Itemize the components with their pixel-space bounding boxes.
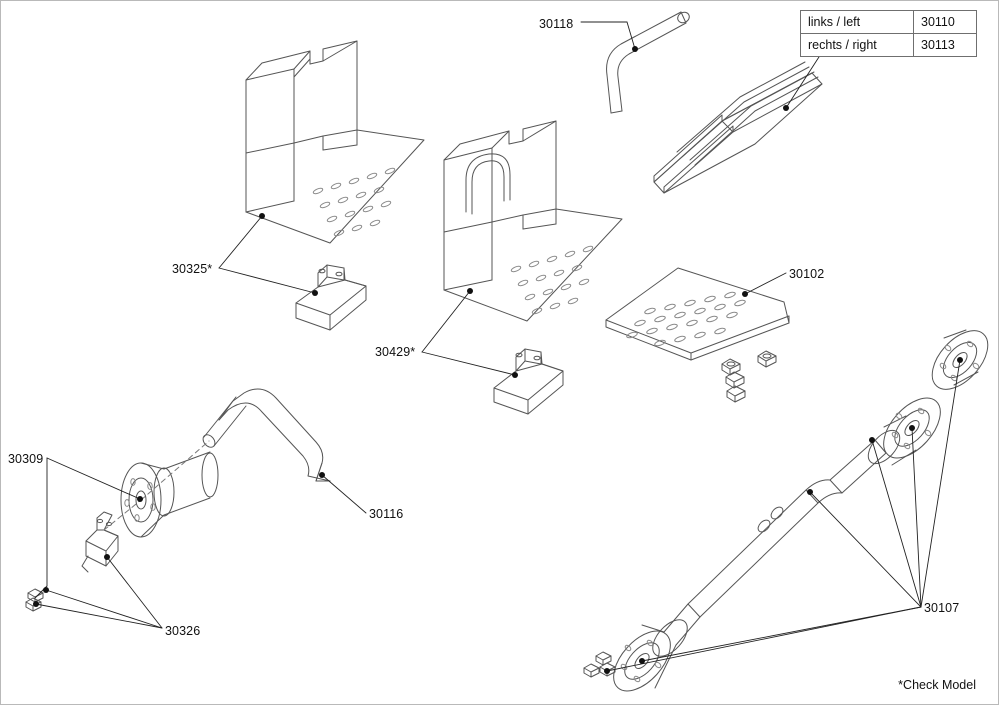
part-30325-clamp [296,265,366,330]
part-30118-tube [607,10,692,113]
part-30326-clamp [82,512,118,572]
legend-part-left: 30110 [914,11,977,34]
callout-30326: 30326 [165,624,201,638]
part-30116-arm [201,389,330,481]
callout-30429: 30429* [375,345,416,359]
callout-30309: 30309 [8,452,44,466]
callout-30325: 30325* [172,262,213,276]
part-30110-30113-channel [654,62,822,193]
legend-row-left [801,11,977,34]
callout-30118: 30118 [539,17,574,31]
part-30309-hub [121,452,218,537]
part-30102-plate [606,268,789,402]
plate-hardware [722,351,776,402]
footnote-check-model: *Check Model [898,678,976,692]
legend-label-right: rechts / right [801,34,914,57]
callout-30102: 30102 [789,267,825,281]
legend-part-right: 30113 [914,34,977,57]
axle-bolts [584,652,615,677]
part-30325-bracket [246,41,424,243]
legend-row-right [801,34,977,57]
legend-table [800,10,977,57]
callout-30116: 30116 [369,507,404,521]
leader-dots [33,46,963,674]
callout-30107: 30107 [924,601,960,615]
legend-label-left: links / left [801,11,914,34]
part-30429-clamp [494,349,563,414]
